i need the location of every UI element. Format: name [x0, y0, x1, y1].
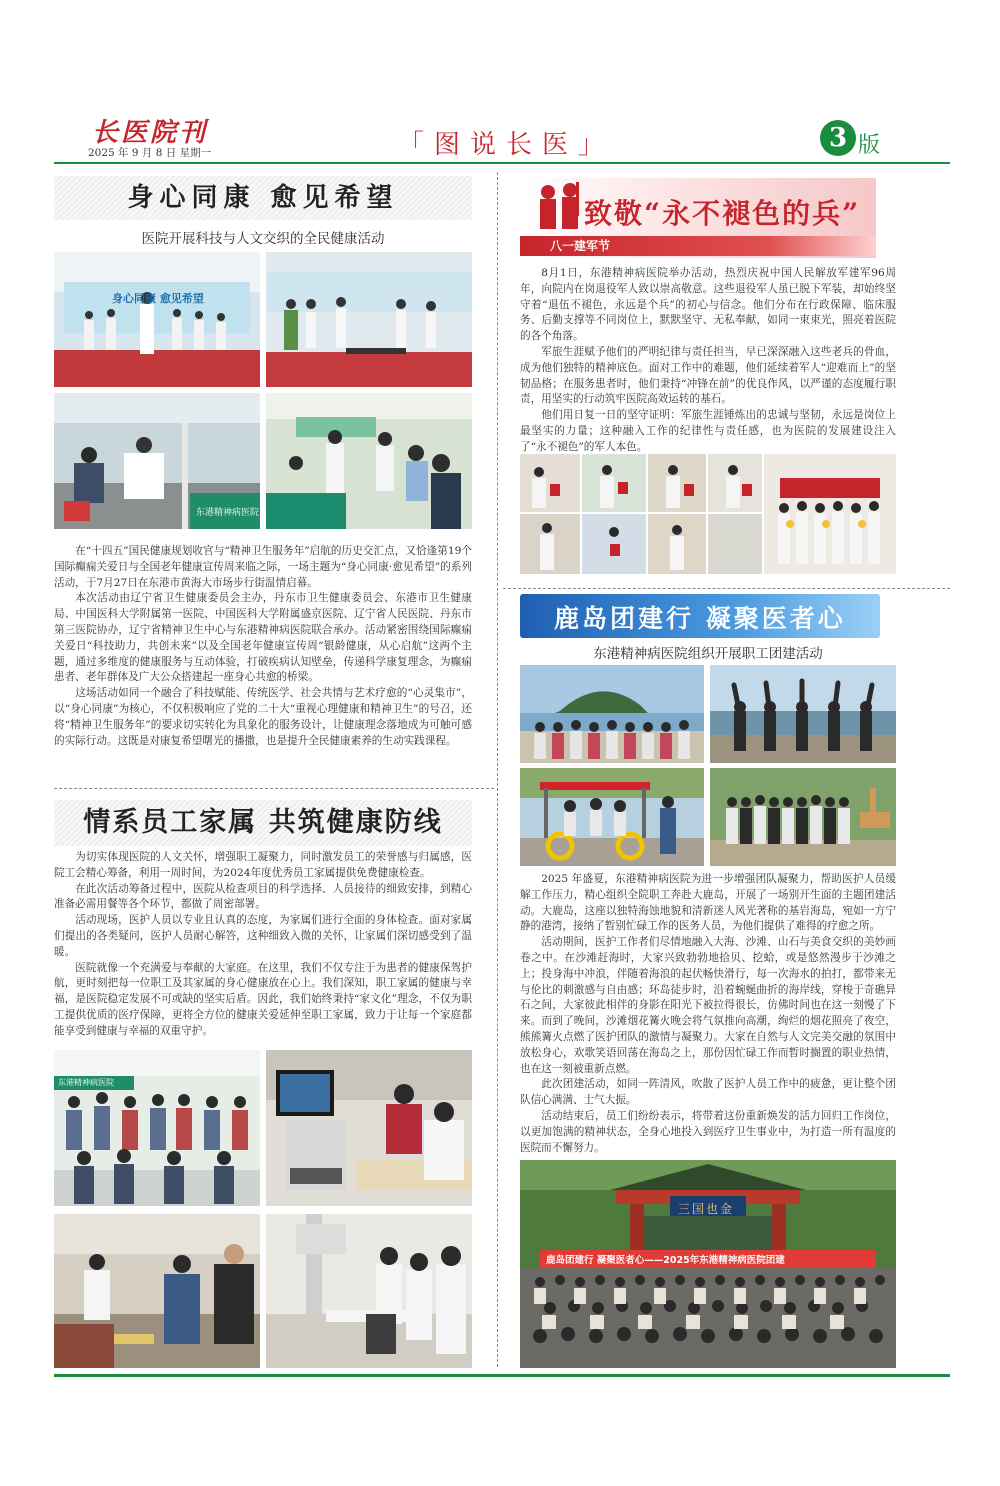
article3-paragraph: 活动现场，医护人员以专业且认真的态度，为家属们进行全面的身体检查。面对家属们提出的各类疑问，医护人员耐心解答，这种细致入微的关怀，让家属们深切感受到了温暖。	[54, 914, 472, 958]
photo-crowd-booths	[266, 393, 472, 529]
photo-reception-desk	[54, 1214, 260, 1368]
article3-body	[54, 850, 472, 1040]
article2-paragraph: 他们用日复一日的坚守证明：军旅生涯锤炼出的忠诚与坚韧，永远是岗位上最坚实的力量；这种融入工作的纪律性与责任感，也为医院的发展建设注入了“永不褪色”的军人本色。	[520, 409, 896, 453]
booth-sign: 东港精神病医院	[196, 508, 260, 518]
page-suffix: 版	[858, 133, 881, 158]
wall-sign: 东港精神病医院	[58, 1078, 114, 1087]
photo-family-group	[54, 1050, 260, 1206]
photo-veterans-collage	[520, 454, 896, 574]
article4-paragraph: 活动结束后，员工们纷纷表示，将带着这份重新焕发的活力回归工作岗位，以更加饱满的精神状态，全身心地投入到医疗卫生事业中，为打造一所有温度的医院而不懈努力。	[520, 1109, 896, 1154]
footer-rule	[54, 1374, 950, 1377]
article4-paragraph: 活动期间，医护工作者们尽情地融入大海、沙滩、山石与美食交织的美妙画卷之中。在沙滩赶海时，大家兴致勃勃地拾贝、挖蛤，或是悠然漫步于沙滩之上；投身海中冲浪，伴随着海浪的起伏畅快滑行，每一次海水的拍打，都带来无与伦比的刺激感与自由感；环岛徒步时，沿着蜿蜒曲折的海岸线，穿梭于奇礁异石之间，大家彼此相伴的身影在阳光下被拉得很长，仿佛时间也在这一刻慢了下来。而到了晚间，沙滩烟花篝火晚会将气氛推向高潮，绚烂的烟花照亮了夜空，熊熊篝火点燃了医护团队的激情与凝聚力。大家在自然与人文完美交融的氛围中放松身心，欢歌笑语回荡在海岛之上，那份因忙碌工作而暂时搁置的职业热情，也在这一刻被重新点燃。	[520, 936, 896, 1075]
masthead: 长医院刊	[92, 118, 209, 148]
article4-banner	[520, 594, 880, 638]
photo-island-group	[520, 665, 704, 763]
article2-paragraph: 8月1日，东港精神病医院举办活动，热烈庆祝中国人民解放军建军96周年，向院内在岗退役军人致以崇高敬意。这些退役军人虽已脱下军装，却始终坚守着“退伍不褪色，永远是个兵”的初心与信念。他们分布在行政保障、临床服务、后勤支撑等不同岗位上，默默坚守、无私奉献，如同一束束光，照亮着医院的各个角落。	[520, 267, 896, 343]
photo-stage-performance	[54, 252, 260, 387]
article3-banner: 情系员工家属 共筑健康防线	[54, 800, 472, 846]
photo-xray-room	[266, 1214, 472, 1368]
column-divider	[497, 172, 498, 1367]
article1-body	[54, 544, 472, 749]
article2-banner	[520, 178, 876, 258]
photo-beach-cheer	[710, 665, 896, 763]
right-section-divider	[503, 588, 950, 589]
stage-sign: 身心同康 愈见希望	[112, 292, 204, 305]
issue-date: 2025 年 9 月 8 日 星期一	[88, 147, 212, 159]
article2-tag: 八一建军节	[550, 239, 611, 253]
photo-bike-cart	[520, 768, 704, 866]
article4-title: 鹿岛团建行 凝聚医者心	[554, 604, 846, 633]
article2-title: 致敬“永不褪色的兵”	[584, 197, 861, 230]
article4-body	[520, 872, 896, 1156]
photo-ultrasound-exam	[266, 1050, 472, 1206]
page-number-badge: 3	[820, 120, 856, 156]
article4-paragraph: 此次团建活动，如同一阵清风，吹散了医护人员工作中的疲惫，更让整个团队信心满满、士气大振。	[520, 1078, 896, 1107]
article3-paragraph: 为切实体现医院的人文关怀，增强职工凝聚力，同时激发员工的荣誉感与归属感，医院工会精心筹备，利用一周时间，为2024年度优秀员工家属提供免费健康检查。	[54, 851, 472, 879]
article4-subtitle: 东港精神病医院组织开展职工团建活动	[593, 646, 823, 662]
article3-paragraph: 医院就像一个充满爱与奉献的大家庭。在这里，我们不仅专注于为患者的健康保驾护航，更时刻把每一位职工及其家属的身心健康放在心上。我们深知，职工家属的健康与幸福，是医院稳定发展不可或缺的坚实后盾。因此，我们始终秉持“家文化”理念，不仅为职工提供优质的医疗保障，更将全方位的健康关爱延伸至职工家属，致力于让每一个家庭都能享受到健康与幸福的双重守护。	[54, 961, 472, 1037]
article1-paragraph: 本次活动由辽宁省卫生健康委员会主办，丹东市卫生健康委员会、东港市卫生健康局、中国医科大学附属第一医院、中国医科大学附属盛京医院、辽宁省人民医院、丹东市第三医院协办，辽宁省精神卫生中心与东港精神病医院联合承办。活动紧密围绕国际癫痫关爱日“科技助力，共创未来”以及全国老年健康宣传周“银龄健康，从心启航”这两个主题，通过多维度的健康服务与互动体验，打破疾病认知壁垒，传递科学康复理念，为癫痫患者、老年群体及广大公众搭建起一座身心共愈的桥梁。	[54, 592, 472, 684]
article2-paragraph: 军旅生涯赋予他们的严明纪律与责任担当，早已深深融入这些老兵的骨血，成为他们独特的精神底色。面对工作中的难题，他们延续着军人“迎难而上”的坚韧品格；在服务患者时，他们秉持“冲锋在前”的优良作风，以严谨的态度履行职责，用坚实的行动筑牢医院高效运转的基石。	[520, 345, 896, 406]
photo-deer-statue-group	[710, 768, 896, 866]
article1-banner: 身心同康 愈见希望	[54, 176, 472, 220]
gate-plaque: 三国也金	[678, 1202, 735, 1216]
article4-paragraph: 2025 年盛夏，东港精神病医院为进一步增强团队凝聚力，帮助医护人员缓解工作压力，精心组织全院职工奔赴大鹿岛，开展了一场别开生面的主题团建活动。大鹿岛，这座以独特海蚀地貌和清新迷人风光著称的基岩海岛，宛如一方宁静的港湾，接纳了暂别忙碌工作的医务人员，为他们提供了难得的疗愈之所。	[520, 873, 896, 933]
group-banner-text: 鹿岛团建行 凝聚医者心——2025年东港精神病医院团建	[546, 1255, 785, 1266]
photo-consultation-booth	[54, 393, 260, 529]
header-rule	[54, 162, 950, 164]
article1-subtitle: 医院开展科技与人文交织的全民健康活动	[141, 231, 385, 247]
article3-paragraph: 在此次活动筹备过程中，医院从检查项目的科学选择、人员接待的细致安排，到精心准备必需用餐等各个环节，都做了周密部署。	[54, 882, 472, 911]
article2-body	[520, 266, 896, 456]
photo-cpr-demo	[266, 252, 472, 387]
article1-paragraph: 这场活动如同一个融合了科技赋能、传统医学、社会共情与艺术疗愈的“心灵集市”，以“身心同康”为核心，不仅积极响应了党的二十大“重视心理健康和精神卫生”的号召，还将“精神卫生服务年”的要求切实转化为具象化的服务设计，让健康理念落地成为可触可感的实际行动。这既是对康复希望曙光的播撒，也是提升全民健康素养的生动实践课程。	[54, 687, 472, 747]
article1-paragraph: 在“十四五”国民健康规划收官与“精神卫生服务年”启航的历史交汇点，又恰逢第19个国际癫痫关爱日与全国老年健康宣传周来临之际，一场主题为“身心同康·愈见希望”的系列活动，于7月27日在东港市黄海大市场步行街温情启幕。	[54, 545, 472, 589]
photo-temple-gate-group	[520, 1160, 896, 1368]
section-title: 「图说长医」	[398, 130, 615, 160]
left-section-divider	[54, 788, 494, 789]
